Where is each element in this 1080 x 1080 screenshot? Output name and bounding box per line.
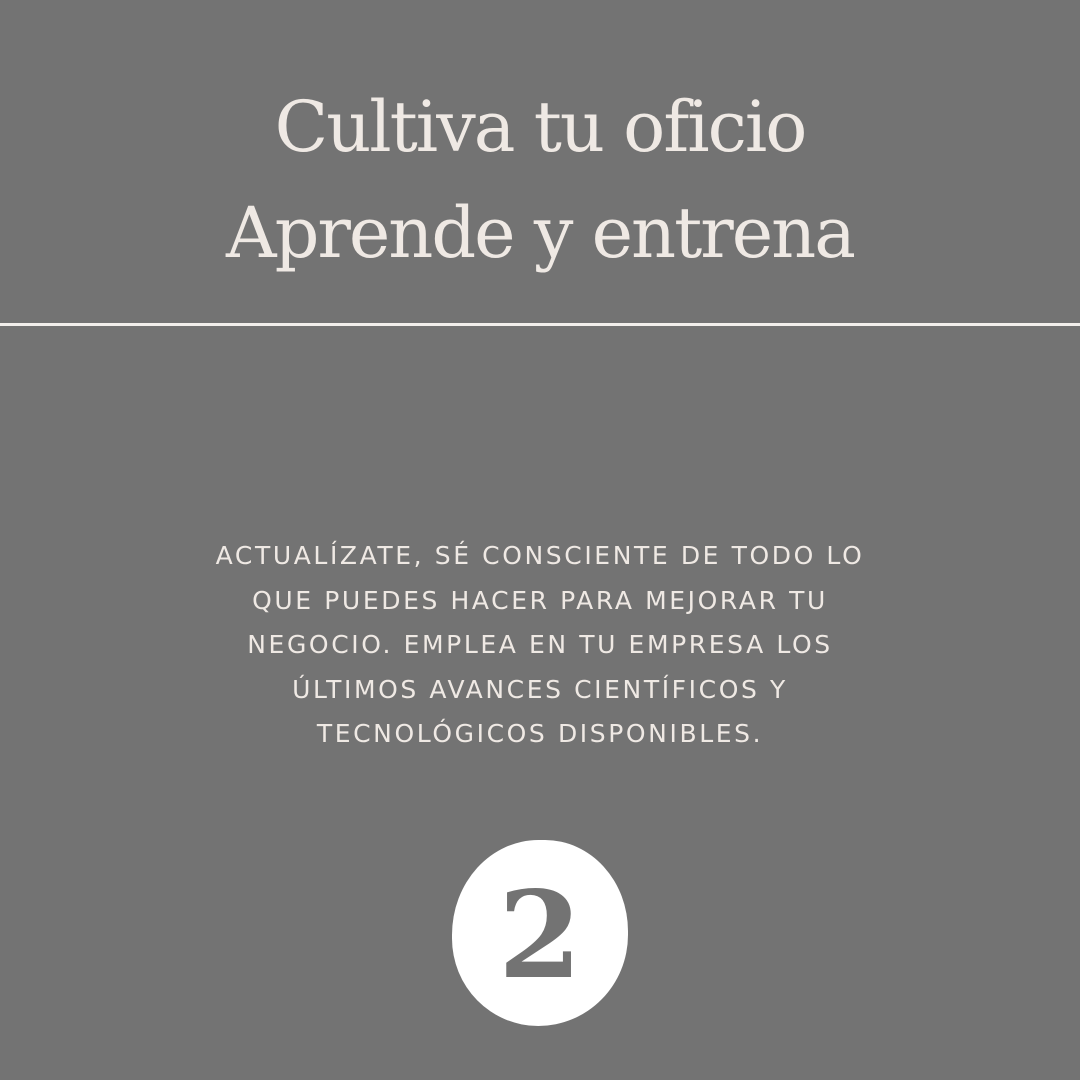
body-line-1: ACTUALÍZATE, SÉ CONSCIENTE DE TODO LO bbox=[215, 541, 865, 570]
step-number-badge bbox=[452, 840, 628, 1026]
body-line-5: TECNOLÓGICOS DISPONIBLES. bbox=[316, 719, 764, 748]
title-line-1: Cultiva tu oficio bbox=[274, 86, 806, 168]
divider-line bbox=[0, 323, 1080, 326]
body-line-4: ÚLTIMOS AVANCES CIENTÍFICOS Y bbox=[292, 674, 788, 704]
step-number: 2 bbox=[498, 865, 582, 1006]
body-line-2: QUE PUEDES HACER PARA MEJORAR TU bbox=[252, 585, 828, 615]
title-line-2: Aprende y entrena bbox=[226, 192, 854, 274]
slide-title bbox=[0, 74, 1080, 286]
body-text bbox=[190, 534, 890, 757]
body-line-3: NEGOCIO. EMPLEA EN TU EMPRESA LOS bbox=[247, 630, 833, 659]
